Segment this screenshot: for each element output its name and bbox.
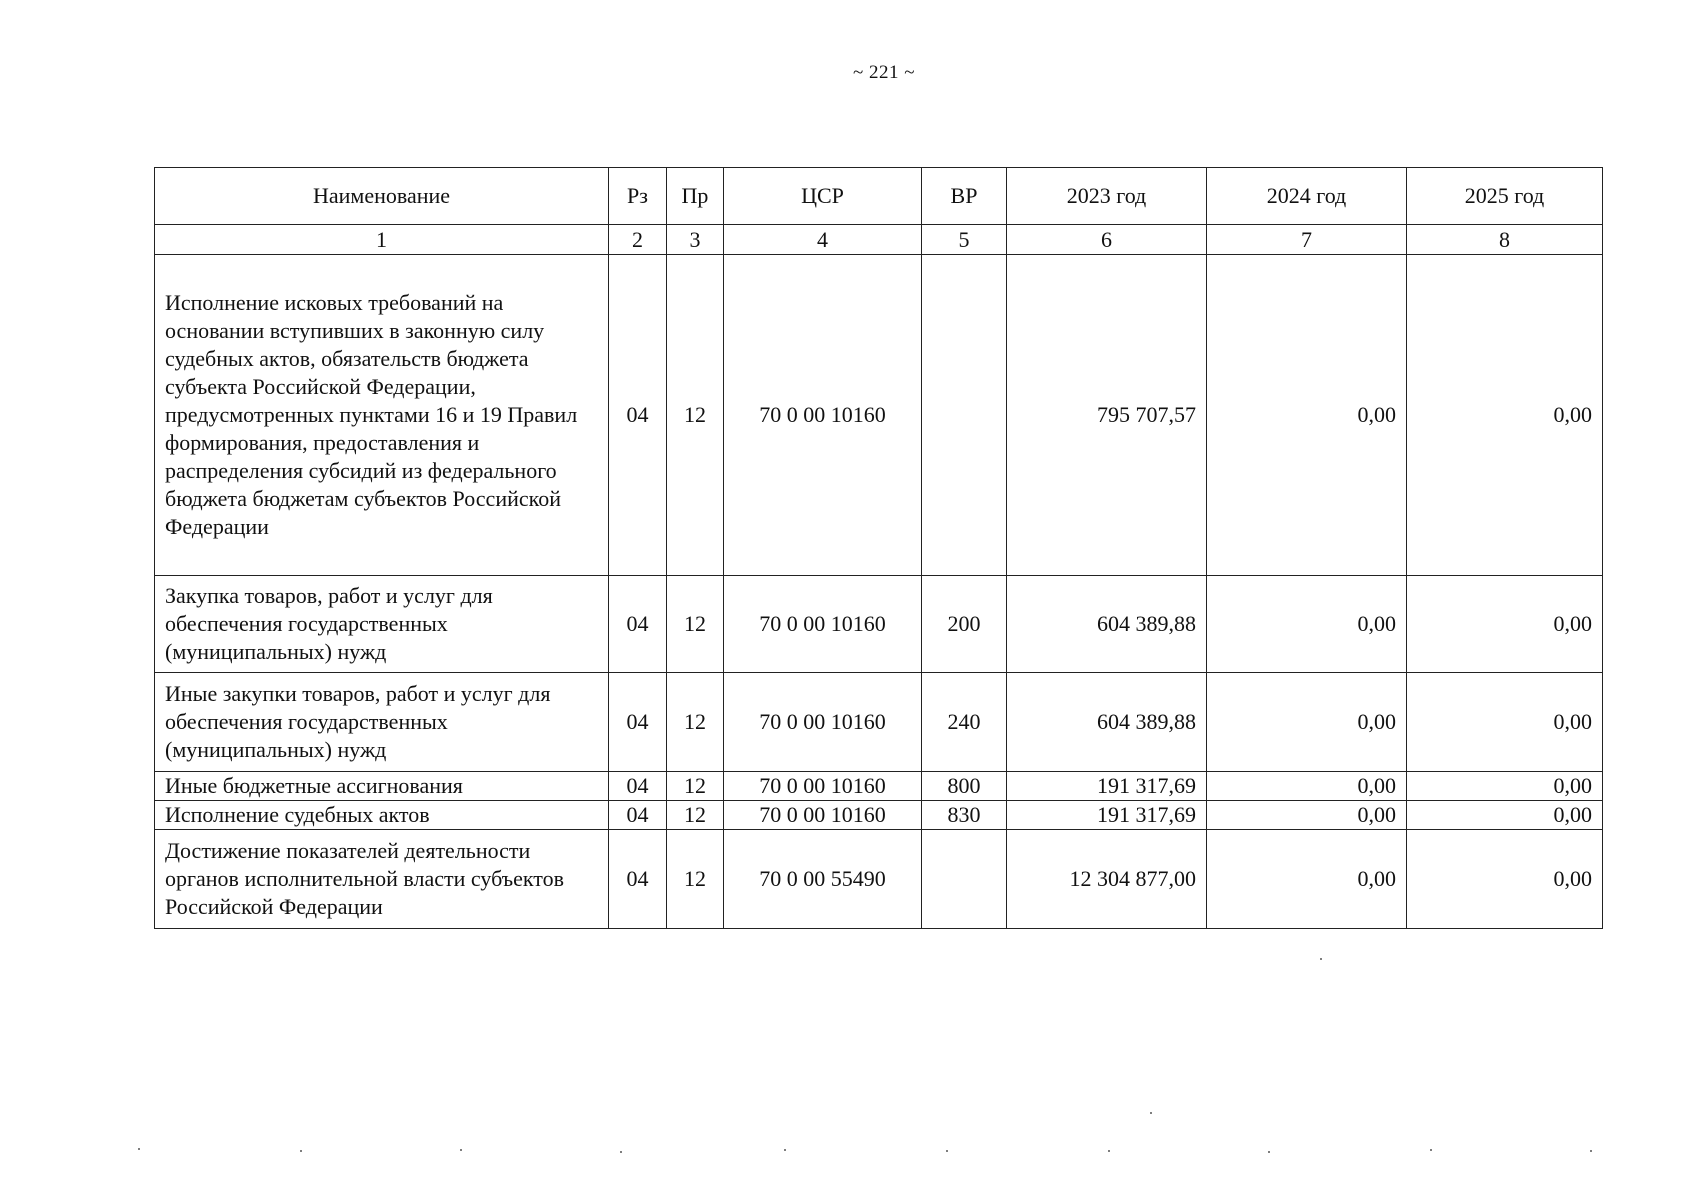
cell-2023: 12 304 877,00	[1007, 830, 1207, 929]
cell-2024: 0,00	[1207, 576, 1407, 673]
cell-rz: 04	[609, 673, 667, 772]
scan-speck	[784, 1149, 786, 1151]
cell-pr: 12	[667, 801, 724, 830]
table-row	[155, 772, 1603, 801]
cell-2025: 0,00	[1407, 801, 1603, 830]
cell-2025: 0,00	[1407, 673, 1603, 772]
header-pr: Пр	[667, 168, 724, 225]
cell-pr: 12	[667, 830, 724, 929]
cell-pr: 12	[667, 772, 724, 801]
scan-speck	[620, 1151, 622, 1153]
cell-2023: 191 317,69	[1007, 772, 1207, 801]
cell-2024: 0,00	[1207, 255, 1407, 576]
table-row	[155, 801, 1603, 830]
cell-2024: 0,00	[1207, 772, 1407, 801]
cell-vr: 200	[922, 576, 1007, 673]
cell-2025: 0,00	[1407, 772, 1603, 801]
cell-2024: 0,00	[1207, 830, 1407, 929]
cell-vr: 240	[922, 673, 1007, 772]
column-number: 7	[1207, 225, 1407, 255]
scan-speck	[1430, 1149, 1432, 1151]
cell-name: Иные закупки товаров, работ и услуг для обеспечения государственных (муниципальных) нужд	[155, 673, 609, 772]
column-number-row	[155, 225, 1603, 255]
scan-speck	[946, 1150, 948, 1152]
cell-name: Достижение показателей деятельности органов исполнительной власти субъектов Российской Федерации	[155, 830, 609, 929]
cell-rz: 04	[609, 830, 667, 929]
scan-speck	[300, 1150, 302, 1152]
cell-2025: 0,00	[1407, 576, 1603, 673]
cell-vr	[922, 830, 1007, 929]
page-number: ~ 221 ~	[852, 62, 916, 83]
cell-name: Закупка товаров, работ и услуг для обеспечения государственных (муниципальных) нужд	[155, 576, 609, 673]
cell-csr: 70 0 00 10160	[724, 576, 922, 673]
table-row	[155, 255, 1603, 576]
cell-2023: 795 707,57	[1007, 255, 1207, 576]
cell-vr: 830	[922, 801, 1007, 830]
table-row	[155, 673, 1603, 772]
scan-speck	[1108, 1150, 1110, 1152]
header-vr: ВР	[922, 168, 1007, 225]
scan-speck	[1320, 958, 1322, 960]
header-csr: ЦСР	[724, 168, 922, 225]
cell-csr: 70 0 00 10160	[724, 255, 922, 576]
cell-2025: 0,00	[1407, 830, 1603, 929]
column-number: 1	[155, 225, 609, 255]
cell-csr: 70 0 00 10160	[724, 801, 922, 830]
scan-speck	[1590, 1150, 1592, 1152]
cell-csr: 70 0 00 55490	[724, 830, 922, 929]
table-row	[155, 830, 1603, 929]
cell-2023: 604 389,88	[1007, 673, 1207, 772]
cell-2025: 0,00	[1407, 255, 1603, 576]
cell-rz: 04	[609, 772, 667, 801]
cell-rz: 04	[609, 255, 667, 576]
column-number: 3	[667, 225, 724, 255]
cell-2024: 0,00	[1207, 673, 1407, 772]
header-name: Наименование	[155, 168, 609, 225]
cell-csr: 70 0 00 10160	[724, 673, 922, 772]
column-number: 5	[922, 225, 1007, 255]
cell-2023: 191 317,69	[1007, 801, 1207, 830]
cell-csr: 70 0 00 10160	[724, 772, 922, 801]
cell-2024: 0,00	[1207, 801, 1407, 830]
header-rz: Рз	[609, 168, 667, 225]
header-row	[155, 168, 1603, 225]
header-2025: 2025 год	[1407, 168, 1603, 225]
column-number: 8	[1407, 225, 1603, 255]
header-2023: 2023 год	[1007, 168, 1207, 225]
header-2024: 2024 год	[1207, 168, 1407, 225]
scan-speck	[460, 1149, 462, 1151]
table-row	[155, 576, 1603, 673]
cell-pr: 12	[667, 673, 724, 772]
scan-speck	[1150, 1112, 1152, 1114]
cell-rz: 04	[609, 801, 667, 830]
scan-speck	[1268, 1151, 1270, 1153]
cell-vr	[922, 255, 1007, 576]
column-number: 2	[609, 225, 667, 255]
scan-speck	[138, 1148, 140, 1150]
cell-pr: 12	[667, 255, 724, 576]
column-number: 6	[1007, 225, 1207, 255]
cell-pr: 12	[667, 576, 724, 673]
cell-2023: 604 389,88	[1007, 576, 1207, 673]
column-number: 4	[724, 225, 922, 255]
cell-rz: 04	[609, 576, 667, 673]
budget-table	[154, 167, 1603, 929]
cell-name: Иные бюджетные ассигнования	[155, 772, 609, 801]
cell-name: Исполнение исковых требований на основании вступивших в законную силу судебных актов, обязательств бюджета субъекта Российской Федерации, предусмотренных пунктами 16 и 19 Правил формирования, предоставления и распределения субсидий из федерального бюджета бюджетам субъектов Российской Федерации	[155, 255, 609, 576]
cell-name: Исполнение судебных актов	[155, 801, 609, 830]
cell-vr: 800	[922, 772, 1007, 801]
